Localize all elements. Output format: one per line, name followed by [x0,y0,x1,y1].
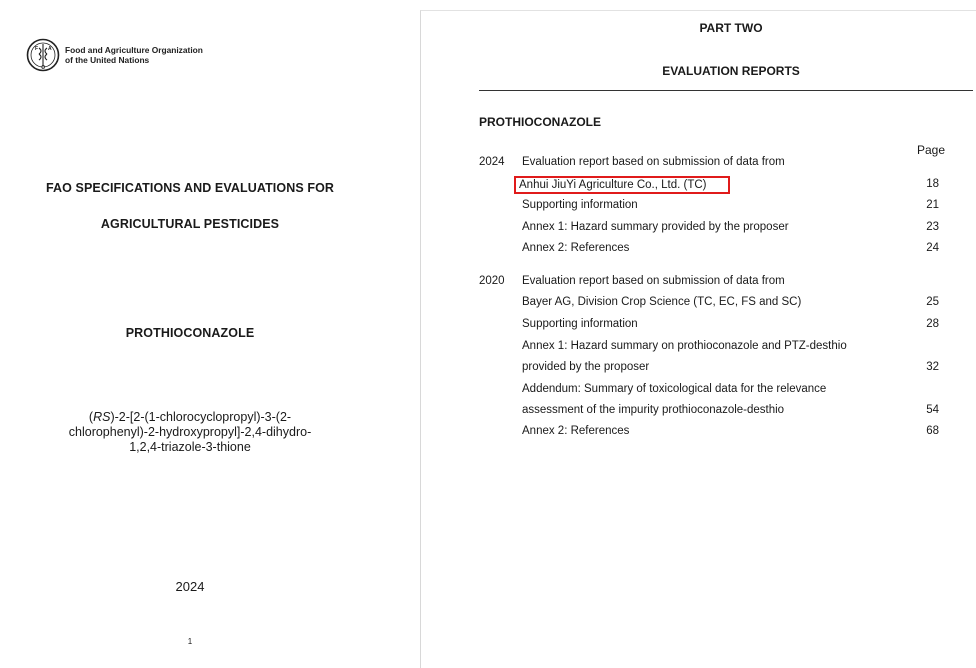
heading-divider [479,90,973,91]
cover-page [0,0,418,667]
svg-text:O: O [41,65,46,71]
toc-entry-text: Annex 2: References [522,242,630,254]
chemical-name: (RS)-2-[2-(1-chlorocyclopropyl)-3-(2- chlorophenyl)-2-hydroxypropyl]-2,4-dihydro- 1,2,4-triazole-3-thione [0,410,380,455]
page-number: 1 [187,637,193,646]
toc-entry-text-highlighted: Anhui JiuYi Agriculture Co., Ltd. (TC) [516,178,728,192]
toc-entry-text: Addendum: Summary of toxicological data for the relevance [522,383,827,395]
toc-entry [421,242,976,260]
toc-entry [421,275,976,293]
cover-year: 2024 [175,579,205,594]
toc-entry [421,296,976,314]
toc-entry [421,340,976,358]
toc-entry [421,156,976,174]
toc-entry [421,318,976,336]
cover-title-line1: FAO SPECIFICATIONS AND EVALUATIONS FOR [45,181,335,195]
toc-entry-text: Annex 1: Hazard summary on prothioconazole and PTZ-desthio [522,340,847,352]
fao-logo [26,38,203,72]
chemical-name-line2: chlorophenyl)-2-hydroxypropyl]-2,4-dihydro- [68,425,312,439]
toc-entry-page: 25 [926,296,939,308]
toc-entry-year: 2024 [479,156,505,168]
compound-name: PROTHIOCONAZOLE [125,326,255,340]
toc-entry-text: Evaluation report based on submission of data from [522,156,785,168]
toc-entry [421,199,976,217]
toc-entry-text: Annex 1: Hazard summary provided by the proposer [522,221,789,233]
toc-entry-text: Annex 2: References [522,425,630,437]
toc-entry [421,221,976,239]
toc-entry-text: assessment of the impurity prothioconazole-desthio [522,404,785,416]
evaluation-reports-heading: EVALUATION REPORTS [662,64,800,78]
chemical-name-line1: )-2-[2-(1-chlorocyclopropyl)-3-(2- [110,410,292,424]
toc-entry [421,404,976,422]
toc-entry-page: 54 [926,404,939,416]
toc-entry-page: 68 [926,425,939,437]
logo-org-name-line2: of the United Nations [65,55,150,65]
toc-entry-text: Evaluation report based on submission of data from [522,275,785,287]
logo-org-name-line1: Food and Agriculture Organization [65,45,203,55]
contents-page [420,10,976,668]
toc-entry-page: 18 [926,178,939,190]
toc-entry-text: Supporting information [522,199,638,211]
toc-entry-text: Bayer AG, Division Crop Science (TC, EC, FS and SC) [522,296,802,308]
fao-emblem-icon [26,38,60,72]
toc-entry [421,425,976,443]
cover-title-line2: AGRICULTURAL PESTICIDES [100,217,280,231]
toc-entry-year: 2020 [479,275,505,287]
chemical-name-rs: RS [93,410,111,424]
part-heading: PART TWO [699,21,763,35]
section-heading: PROTHIOCONAZOLE [479,115,601,129]
toc-entry-page: 24 [926,242,939,254]
toc-entry-page: 21 [926,199,939,211]
svg-text:F: F [35,46,39,52]
toc-entry-page: 32 [926,361,939,373]
toc-entry [421,383,976,401]
page-column-label: Page [916,143,945,157]
toc-entry-page: 28 [926,318,939,330]
toc-entry [421,361,976,379]
svg-text:A: A [48,46,52,52]
toc-entry [421,178,976,196]
chemical-name-line3: 1,2,4-triazole-3-thione [129,440,251,454]
toc-entry-text: Supporting information [522,318,638,330]
toc-entry-text: provided by the proposer [522,361,650,373]
toc-entry-page: 23 [926,221,939,233]
